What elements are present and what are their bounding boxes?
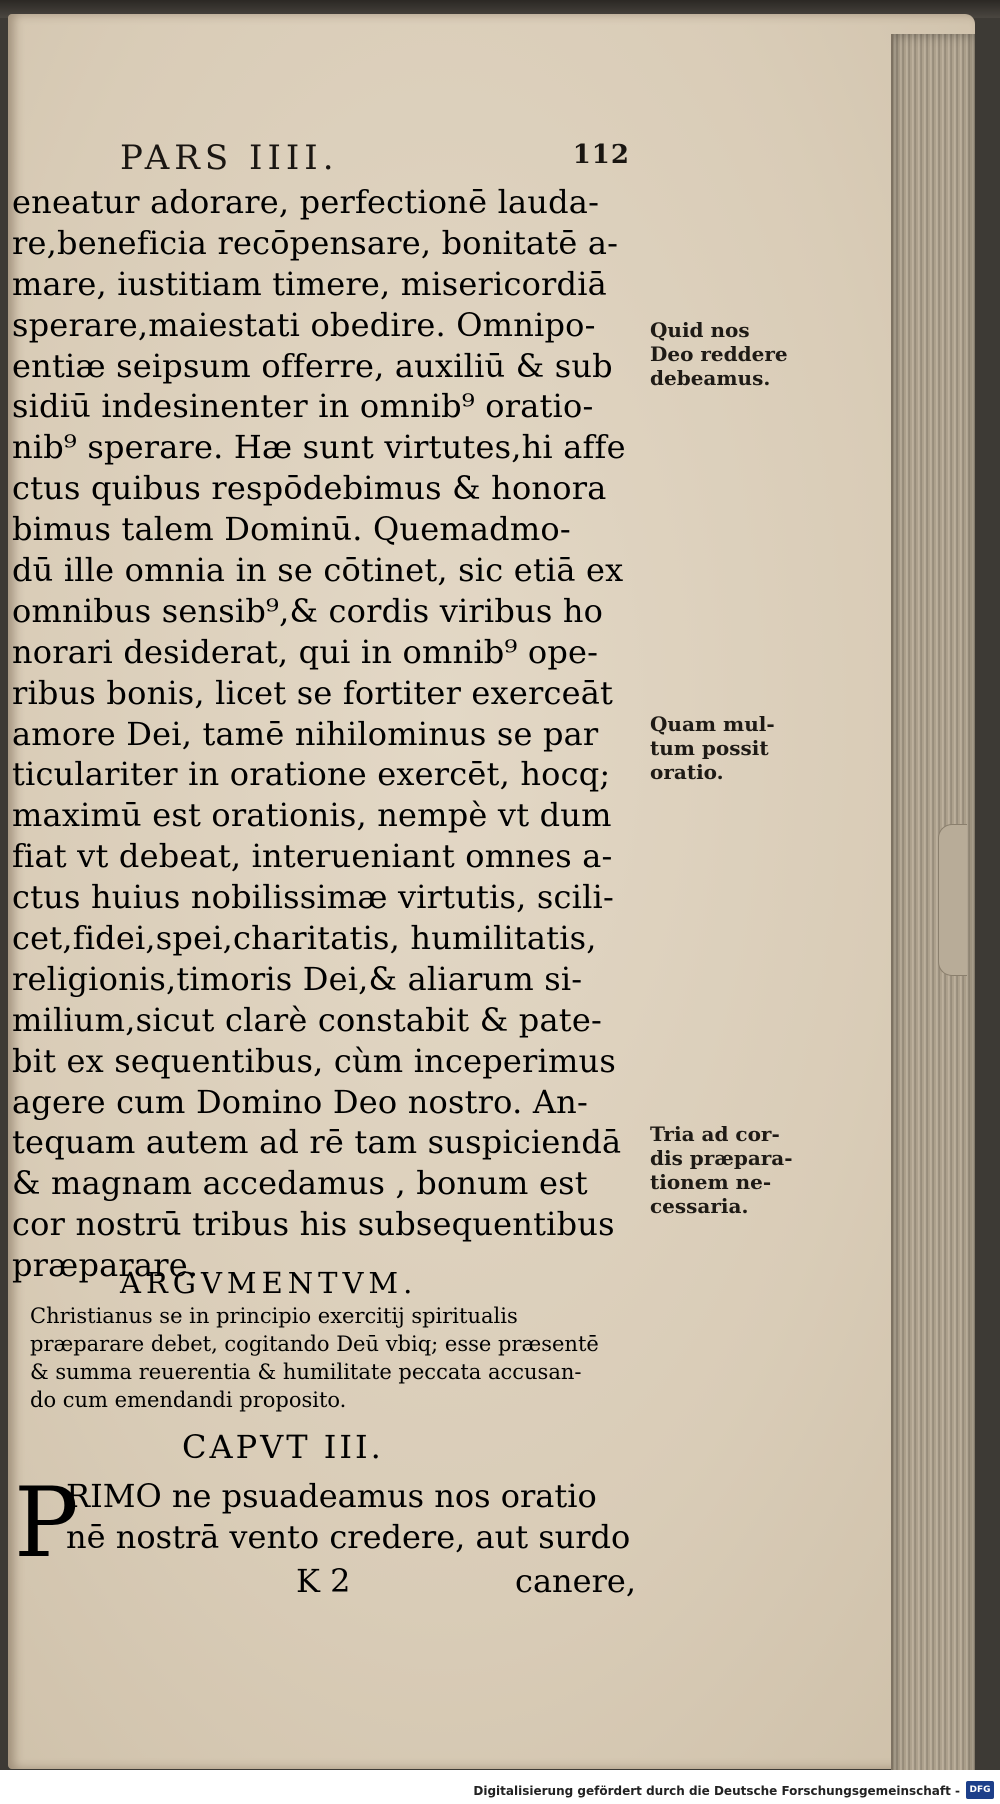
marginal-note-line: tionem ne- [650, 1170, 772, 1194]
signature-mark: K 2 [296, 1562, 351, 1600]
catchline [296, 1562, 646, 1602]
marginal-note-3 [650, 1122, 793, 1218]
text-line: religionis,timoris Dei,& aliarum si- [12, 959, 583, 998]
chapter-heading: CAPVT III. [182, 1428, 384, 1466]
text-line: & magnam accedamus , bonum est [12, 1164, 588, 1203]
text-line: agere cum Domino Deo nostro. An- [12, 1082, 588, 1121]
marginal-note-line: cessaria. [650, 1194, 749, 1218]
marginal-note-line: oratio. [650, 760, 724, 784]
catchword: canere, [515, 1562, 636, 1600]
argument-line: & summa reuerentia & humilitate peccata accusan- [30, 1360, 582, 1384]
argument-line: Christianus se in principio exercitij spiritualis [30, 1304, 518, 1328]
marginal-note-1 [650, 318, 788, 390]
text-line: amore Dei, tamē nihilominus se par [12, 714, 599, 753]
dfg-logo-icon: DFG [966, 1781, 994, 1799]
chapter-body [10, 1467, 650, 1579]
drop-capital: P [14, 1467, 79, 1579]
text-line: tequam autem ad rē tam suspiciendā [12, 1123, 622, 1162]
text-line: maximū est orationis, nempè vt dum [12, 796, 612, 835]
page-tab [938, 824, 967, 976]
chapter-line: nē nostrā vento credere, aut surdo [66, 1518, 631, 1556]
running-title: PARS IIII. [120, 138, 339, 178]
argument-text [30, 1302, 640, 1414]
text-line: bit ex sequentibus, cùm inceperimus [12, 1041, 616, 1080]
marginal-note-line: dis præpara- [650, 1146, 793, 1170]
text-line: norari desiderat, qui in omnib⁹ ope- [12, 632, 599, 671]
marginal-note-line: tum possit [650, 736, 769, 760]
marginal-note-line: Deo reddere [650, 342, 788, 366]
marginal-note-2 [650, 712, 775, 784]
text-line: cet,fidei,spei,charitatis, humilitatis, [12, 919, 597, 958]
text-line: ribus bonis, licet se fortiter exerceāt [12, 673, 614, 712]
running-head [120, 138, 630, 178]
funding-credit: Digitalisierung gefördert durch die Deutsche Forschungsgemeinschaft - [473, 1784, 960, 1798]
text-line: eneatur adorare, perfectionē lauda- [12, 183, 600, 221]
chapter-line: RIMO ne psuadeamus nos oratio [66, 1477, 597, 1515]
marginal-note-line: Tria ad cor- [650, 1122, 780, 1146]
argument-line: præparare debet, cogitando Deū vbiq; esse præsentē [30, 1332, 599, 1356]
text-line: cor nostrū tribus his subsequentibus [12, 1205, 615, 1244]
marginal-note-line: Quid nos [650, 318, 750, 342]
text-line: mare, iustitiam timere, misericordiā [12, 264, 607, 303]
text-line: ctus quibus respōdebimus & honora [12, 469, 607, 508]
text-line: ctus huius nobilissimæ virtutis, scili- [12, 878, 614, 917]
text-line: sperare,maiestati obedire. Omnipo- [12, 305, 596, 344]
marginal-note-line: Quam mul- [650, 712, 775, 736]
text-line: entiæ seipsum offerre, auxiliū & sub [12, 346, 613, 385]
folio-number: 112 [572, 140, 630, 170]
footer-bar [0, 1770, 1000, 1804]
text-line: omnibus sensib⁹,& cordis viribus ho [12, 591, 604, 630]
text-line: ticulariter in oratione exercēt, hocq; [12, 755, 611, 794]
argument-line: do cum emendandi proposito. [30, 1388, 347, 1412]
text-line: milium,sicut clarè constabit & pate- [12, 1000, 602, 1039]
text-line: præparare. [12, 1246, 199, 1285]
text-line: dū ille omnia in se cōtinet, sic etiā ex [12, 551, 624, 590]
text-line: re,beneficia recōpensare, bonitatē a- [12, 223, 619, 262]
text-line: fiat vt debeat, interueniant omnes a- [12, 837, 613, 876]
main-text-block [12, 182, 652, 1286]
text-line: sidiū indesinenter in omnib⁹ oratio- [12, 387, 594, 426]
text-line: nib⁹ sperare. Hæ sunt virtutes,hi affe [12, 428, 626, 467]
text-line: bimus talem Dominū. Quemadmo- [12, 510, 571, 549]
argument-title: ARGVMENTVM. [120, 1266, 418, 1300]
marginal-note-line: debeamus. [650, 366, 771, 390]
